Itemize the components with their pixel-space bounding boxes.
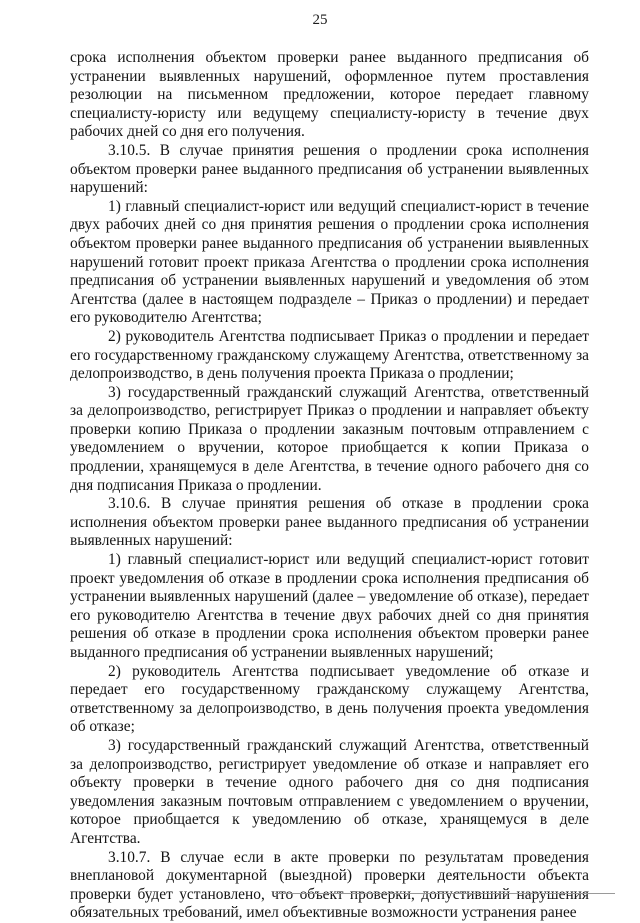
document-body (70, 49, 589, 923)
paragraph-continuation: срока исполнения объектом проверки ранее выданного предписания об устранении выявленных нарушений, оформленное путем проставления резолюции на письменном предложении, которое передает главному специалисту-юристу или ведущему специалисту-юристу в течение двух рабочих дней со дня его получения. (70, 49, 589, 141)
page-bottom-rule (275, 893, 615, 894)
paragraph-3-10-6-item-2: 2) руководитель Агентства подписывает уведомление об отказе и передает его государственному гражданскому служащему Агентства, ответственному за делопроизводство, в день получения проекта уведомления об отказе; (70, 662, 589, 736)
paragraph-3-10-6-item-1: 1) главный специалист-юрист или ведущий специалист-юрист готовит проект уведомления об отказе в продлении срока исполнения предписания об устранении выявленных нарушений (далее – уведомление об отказе), передает его руководителю Агентства в течение двух рабочих дней со дня принятия решения об отказе в продлении срока исполнения объектом проверки ранее выданного предписания об устранении выявленных нарушений; (70, 551, 589, 661)
paragraph-3-10-6-item-3: 3) государственный гражданский служащий Агентства, ответственный за делопроизводство, регистрирует уведомление об отказе и направляет его объекту проверки в течение одного рабочего дня со дня подписания уведомления заказным почтовым отправлением с уведомлением о вручении, которое приобщается к уведомлению об отказе, хранящемуся в деле Агентства. (70, 736, 589, 847)
paragraph-3-10-7: 3.10.7. В случае если в акте проверки по результатам проведения внеплановой документарной (выездной) проверки деятельности объекта проверки будет установлено, что объект проверки, допустивший нарушения обязательных требований, имел объективные возможности устранения ранее (70, 848, 589, 922)
paragraph-3-10-6: 3.10.6. В случае принятия решения об отказе в продлении срока исполнения объектом проверки ранее выданного предписания об устранении выявленных нарушений: (70, 495, 589, 550)
paragraph-3-10-5-item-3: 3) государственный гражданский служащий Агентства, ответственный за делопроизводство, регистрирует Приказ о продлении и направляет объекту проверки копию Приказа о продлении заказным почтовым отправлением с уведомлением о вручении, которое приобщается к копии Приказа о продлении, хранящемуся в деле Агентства, в течение одного рабочего дня со дня подписания Приказа о продлении. (70, 383, 589, 494)
paragraph-3-10-5-item-2: 2) руководитель Агентства подписывает Приказ о продлении и передает его государственному гражданскому служащему Агентства, ответственному за делопроизводство, в день получения проекта Приказа о продлении; (70, 327, 589, 383)
paragraph-3-10-5: 3.10.5. В случае принятия решения о продлении срока исполнения объектом проверки ранее выданного предписания об устранении выявленных нарушений: (70, 141, 589, 197)
paragraph-3-10-5-item-1: 1) главный специалист-юрист или ведущий специалист-юрист в течение двух рабочих дней со дня принятия решения о продлении срока исполнения объектом проверки ранее выданного предписания об устранении выявленных нарушений готовит проект приказа Агентства о продлении срока исполнения предписания об устранении выявленных нарушений и уведомления об этом Агентства (далее в настоящем подразделе – Приказ о продлении) и передает его руководителю Агентства; (70, 197, 589, 327)
page-number: 25 (312, 12, 328, 28)
